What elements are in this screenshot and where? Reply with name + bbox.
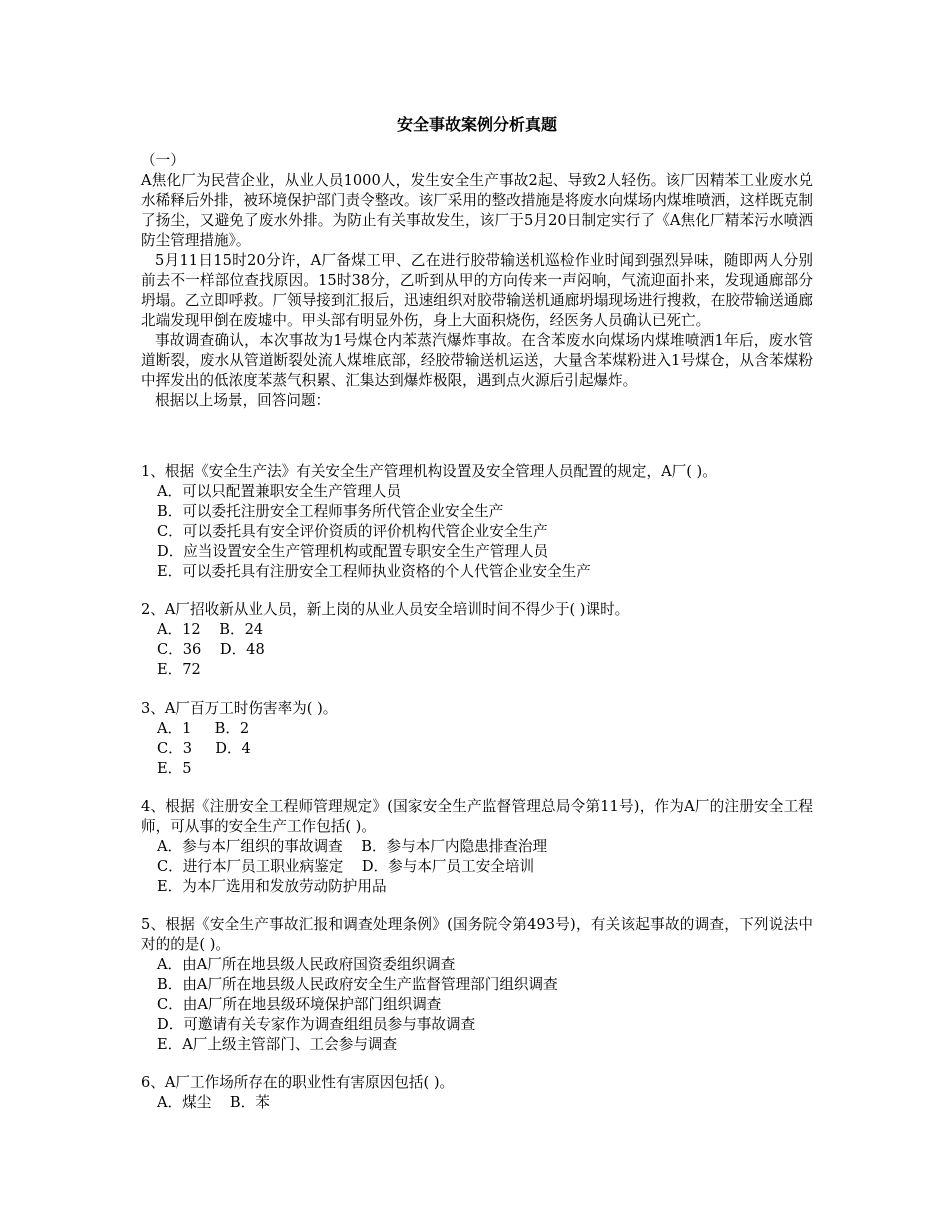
answer-option: C．由A厂所在地县级环境保护部门组织调查	[157, 996, 442, 1013]
question-3	[141, 699, 813, 779]
question-1	[141, 462, 813, 582]
answer-option: C．3 D．4	[157, 740, 251, 757]
answer-option: C．36 D．48	[157, 641, 265, 658]
answer-option: A．由A厂所在地县级人民政府国资委组织调查	[157, 956, 456, 973]
question-stem: 5、根据《安全生产事故汇报和调查处理条例》(国务院令第493号)，有关该起事故的调查，下列说法中对的的是( )。	[141, 916, 813, 953]
answer-option: C．可以委托具有安全评价资质的评价机构代管企业安全生产	[157, 523, 548, 540]
answer-option: B．由A厂所在地县级人民政府安全生产监督管理部门组织调查	[157, 976, 558, 993]
answer-option: D．应当设置安全生产管理机构或配置专职安全生产管理人员	[157, 543, 549, 560]
question-stem: 1、根据《安全生产法》有关安全生产管理机构设置及安全管理人员配置的规定，A厂( )。	[141, 463, 717, 480]
answer-option: E．72	[157, 661, 201, 678]
intro-prompt: 根据以上场景，回答问题：	[155, 392, 331, 409]
answer-option: E．可以委托具有注册安全工程师执业资格的个人代管企业安全生产	[157, 563, 591, 580]
answer-option: A．12 B．24	[157, 621, 264, 638]
answer-option: A．煤尘 B．苯	[157, 1094, 270, 1111]
intro-paragraph: 5月11日15时20分许，A厂备煤工甲、乙在进行胶带输送机巡检作业时闻到强烈异味，随即两人分别前去不一样部位查找原因。15时38分，乙听到从甲的方向传来一声闷响，气流迎面扑来，发现通廊部分坍塌。乙立即呼救。厂领导接到汇报后，迅速组织对胶带输送机通廊坍塌现场进行搜救，在胶带输送通廊北端发现甲倒在废墟中。甲头部有明显外伤，身上大面积烧伤，经医务人员确认已死亡。	[141, 252, 813, 329]
answer-option: A．可以只配置兼职安全生产管理人员	[157, 483, 402, 500]
question-stem: 2、A厂招收新从业人员，新上岗的从业人员安全培训时间不得少于( )课时。	[141, 601, 630, 618]
document-title: 安全事故案例分析真题	[396, 115, 557, 134]
answer-option: E．为本厂选用和发放劳动防护用品	[157, 878, 387, 895]
answer-option: C．进行本厂员工职业病鉴定 D．参与本厂员工安全培训	[157, 858, 535, 875]
question-4	[141, 797, 813, 897]
intro-paragraph: 事故调查确认，本次事故为1号煤仓内苯蒸汽爆炸事故。在含苯废水向煤场内煤堆喷洒1年后，废水管道断裂，废水从管道断裂处流人煤堆底部，经胶带输送机运送，大量含苯煤粉进入1号煤仓，从含苯煤粉中挥发出的低浓度苯蒸气积累、汇集达到爆炸极限，遇到点火源后引起爆炸。	[141, 332, 813, 389]
question-stem: 4、根据《注册安全工程师管理规定》(国家安全生产监督管理总局令第11号)，作为A厂的注册安全工程师，可从事的安全生产工作包括( )。	[141, 798, 813, 835]
question-2	[141, 600, 813, 680]
question-6	[141, 1073, 813, 1113]
answer-option: E．A厂上级主管部门、工会参与调查	[157, 1036, 398, 1053]
section-label: （一）	[141, 152, 185, 169]
answer-option: A．1 B．2	[157, 720, 250, 737]
intro-paragraph: A焦化厂为民营企业，从业人员1000人，发生安全生产事故2起、导致2人轻伤。该厂因精苯工业废水兑水稀释后外排，被环境保护部门责令整改。该厂采用的整改措施是将废水向煤场内煤堆喷洒，这样既克制了扬尘，又避免了废水外排。为防止有关事故发生，该厂于5月20日制定实行了《A焦化厂精苯污水喷洒防尘管理措施》。	[141, 172, 813, 249]
question-stem: 6、A厂工作场所存在的职业性有害原因包括( )。	[141, 1074, 455, 1091]
answer-option: E．5	[157, 760, 192, 777]
answer-option: D．可邀请有关专家作为调查组组员参与事故调查	[157, 1016, 476, 1033]
answer-option: A．参与本厂组织的事故调查 B．参与本厂内隐患排查治理	[157, 838, 548, 855]
question-5	[141, 915, 813, 1055]
answer-option: B．可以委托注册安全工程师事务所代管企业安全生产	[157, 503, 504, 520]
case-scenario	[141, 151, 813, 411]
question-stem: 3、A厂百万工时伤害率为( )。	[141, 700, 338, 717]
